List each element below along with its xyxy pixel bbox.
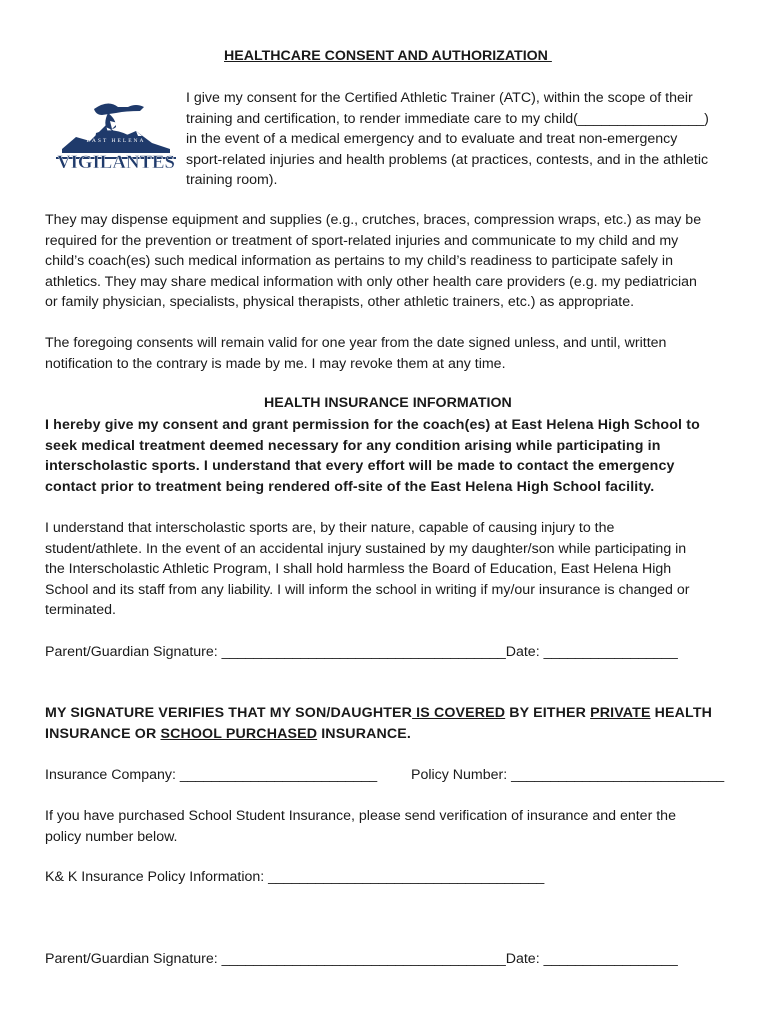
paragraph-line: School and its staff from any liability. I will inform the school in writing if my/our insurance is changed or (45, 581, 690, 598)
paragraph-line: student/athlete. In the event of an accidental injury sustained by my daughter/son while participating in (45, 540, 687, 557)
validity-paragraph (45, 333, 666, 374)
signature-line-2[interactable]: Parent/Guardian Signature: ____________________________________Date: _________________ (45, 951, 678, 967)
intro-paragraph (186, 88, 709, 191)
verify-underlined: SCHOOL PURCHASED (160, 725, 318, 742)
insurance-heading: HEALTH INSURANCE INFORMATION (264, 395, 512, 411)
paragraph-line: required for the prevention or treatment of sport-related injuries and communicate to my child and my (45, 232, 679, 249)
verification-statement (45, 703, 712, 744)
paragraph-line: terminated. (45, 602, 116, 618)
kk-policy-field[interactable]: K& K Insurance Policy Information: ___________________________________ (45, 869, 545, 885)
intro-line: I give my consent for the Certified Athletic Trainer (ATC), within the scope of their (186, 90, 693, 106)
paragraph-line: the Interscholastic Athletic Program, I shall hold harmless the Board of Education, East Helena High (45, 561, 672, 577)
verify-text: MY SIGNATURE VERIFIES THAT MY SON/DAUGHTER (45, 705, 413, 721)
consent-bold-paragraph (45, 415, 700, 497)
paragraph-line: interscholastic sports. I understand that every effort will be made to contact the emergency (45, 458, 675, 474)
paragraph-line: seek medical treatment deemed necessary for any condition arising while participating in (45, 437, 661, 454)
verification-line (45, 724, 712, 745)
intro-line: in the event of a medical emergency and to evaluate and treat non-emergency (186, 131, 678, 147)
insurance-company-field[interactable]: Insurance Company: _________________________ (45, 767, 378, 783)
verify-text: INSURANCE. (317, 725, 411, 742)
intro-line: training room). (186, 172, 278, 188)
paragraph-line: or family physician, specialists, physical therapists, other athletic trainers, etc.) as appropriate. (45, 294, 635, 310)
dispense-paragraph (45, 210, 701, 313)
paragraph-line: contact prior to treatment being rendered off-site of the East Helena High School facility. (45, 478, 655, 495)
paragraph-line: athletics. They may share medical information with only other health care providers (e.g. my pediatrician (45, 273, 697, 290)
intro-line: training and certification, to render immediate care to my child(________________) (186, 110, 709, 127)
liability-paragraph (45, 518, 690, 621)
verify-text: BY EITHER (505, 705, 591, 721)
paragraph-line: If you have purchased School Student Insurance, please send verification of insurance and enter the (45, 808, 676, 824)
paragraph-line: notification to the contrary is made by me. I may revoke them at any time. (45, 355, 506, 372)
paragraph-line: They may dispense equipment and supplies (e.g., crutches, braces, compression wraps, etc.) as may be (45, 212, 702, 228)
paragraph-line: I understand that interscholastic sports are, by their nature, capable of causing injury to the (45, 520, 615, 536)
logo-arc-text: EAST HELENA (86, 138, 146, 144)
paragraph-line: I hereby give my consent and grant permission for the coach(es) at East Helena High School to (45, 417, 700, 433)
page-title: HEALTHCARE CONSENT AND AUTHORIZATION (224, 48, 552, 64)
vigilantes-logo (56, 97, 176, 171)
logo-wordmark: VIGILANTES (57, 152, 175, 171)
purchased-insurance-paragraph (45, 806, 676, 847)
verification-line (45, 703, 712, 724)
paragraph-line: policy number below. (45, 828, 178, 845)
verify-underlined: PRIVATE (590, 705, 651, 721)
verify-underlined: IS COVERED (412, 705, 506, 721)
paragraph-line: The foregoing consents will remain valid for one year from the date signed unless, and until, written (45, 335, 667, 351)
paragraph-line: child’s coach(es) such medical information as pertains to my child’s readiness to participate safely in (45, 253, 673, 269)
intro-line: sport-related injuries and health problems (at practices, contests, and in the athletic (186, 151, 709, 168)
verify-text: INSURANCE OR (45, 725, 161, 742)
signature-line-1[interactable]: Parent/Guardian Signature: ____________________________________Date: _________________ (45, 644, 678, 660)
verify-text: HEALTH (650, 705, 713, 721)
policy-number-field[interactable]: Policy Number: ___________________________ (411, 767, 725, 783)
